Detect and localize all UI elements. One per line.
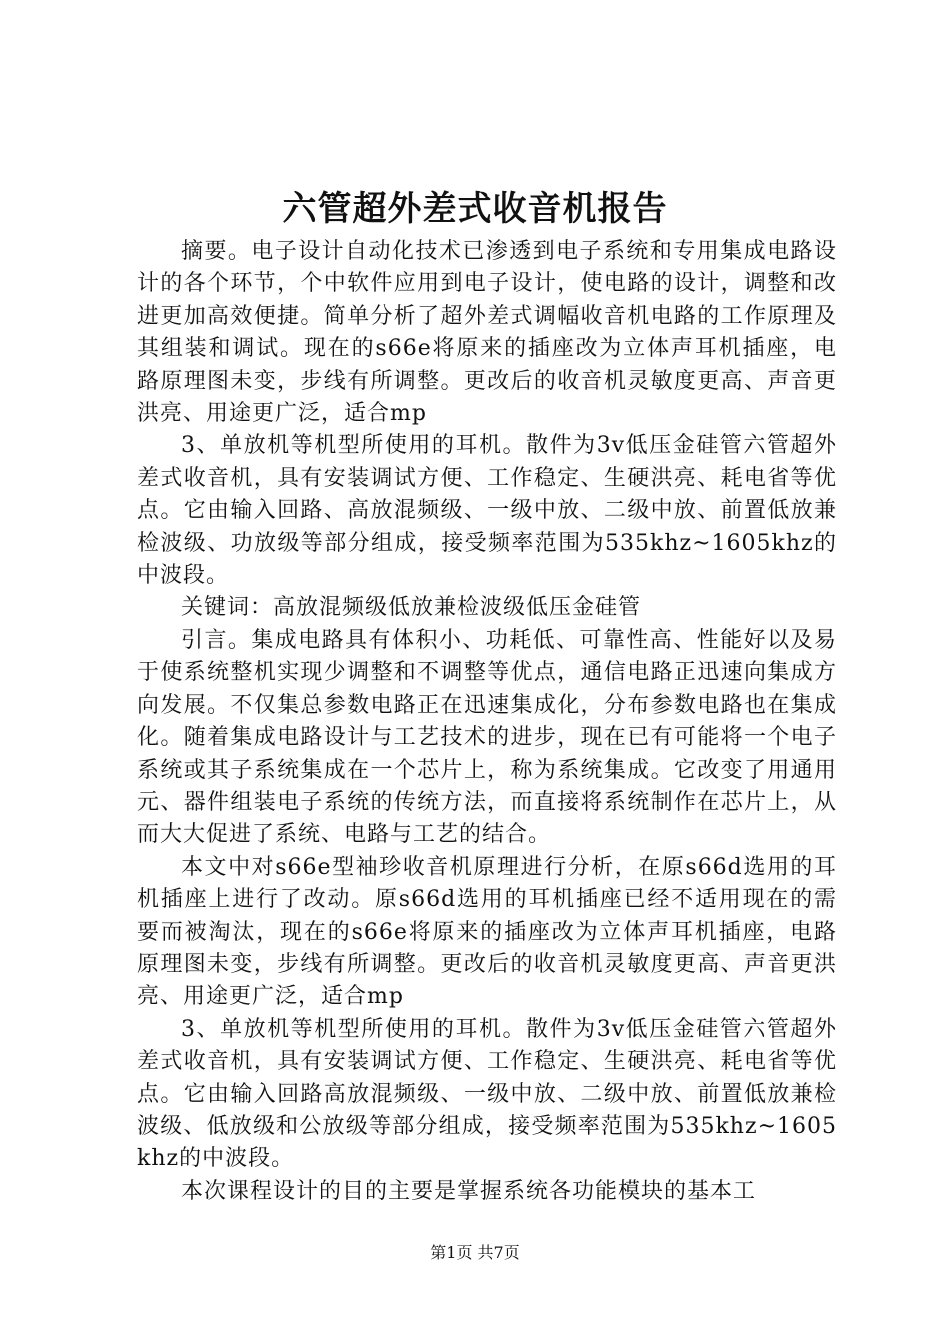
paragraph-purpose: 本次课程设计的目的主要是掌握系统各功能模块的基本工 [181,1178,757,1204]
paragraph-analysis: 本文中对s66e型袖珍收音机原理进行分析，在原s66d选用的耳机插座上进行了改动。原s66d选用的耳机插座已经不适用现在的需要而被淘汰，现在的s66e将原来的插座改为立体声耳机插座，电路原理图未变，步线有所调整。更改后的收音机灵敏度更高、声音更洪亮、用途更广泛，适合mp [137,854,837,1010]
document-title: 六管超外差式收音机报告 [282,189,668,229]
paragraph-analysis-continued: 3、单放机等机型所使用的耳机。散件为3v低压金硅管六管超外差式收音机，具有安装调试方便、工作稳定、生硬洪亮、耗电省等优点。它由输入回路高放混频级、一级中放、二级中放、前置低放兼检波级、低放级和公放级等部分组成，接受频率范围为535khz~1605khz的中波段。 [137,1016,837,1172]
paragraph-abstract-continued: 3、单放机等机型所使用的耳机。散件为3v低压金硅管六管超外差式收音机，具有安装调试方便、工作稳定、生硬洪亮、耗电省等优点。它由输入回路、高放混频级、一级中放、二级中放、前置低放兼检波级、功放级等部分组成，接受频率范围为535khz~1605khz的中波段。 [137,433,837,589]
paragraph-introduction: 引言。集成电路具有体积小、功耗低、可靠性高、性能好以及易于使系统整机实现少调整和不调整等优点，通信电路正迅速向集成方向发展。不仅集总参数电路正在迅速集成化，分布参数电路也在集成化。随着集成电路设计与工艺技术的进步，现在已有可能将一个电子系统或其子系统集成在一个芯片上，称为系统集成。它改变了用通用元、器件组装电子系统的传统方法，而直接将系统制作在芯片上，从而大大促进了系统、电路与工艺的结合。 [137,627,837,848]
page-number-footer: 第1页 共7页 [430,1243,520,1262]
paragraph-abstract: 摘要。电子设计自动化技术已渗透到电子系统和专用集成电路设计的各个环节，个中软件应用到电子设计，使电路的设计，调整和改进更加高效便捷。简单分析了超外差式调幅收音机电路的工作原理及其组装和调试。现在的s66e将原来的插座改为立体声耳机插座，电路原理图未变，步线有所调整。更改后的收音机灵敏度更高、声音更洪亮、用途更广泛，适合mp [137,239,837,427]
document-body [137,236,837,1208]
paragraph-keywords: 关键词：高放混频级低放兼检波级低压金硅管 [181,595,642,621]
